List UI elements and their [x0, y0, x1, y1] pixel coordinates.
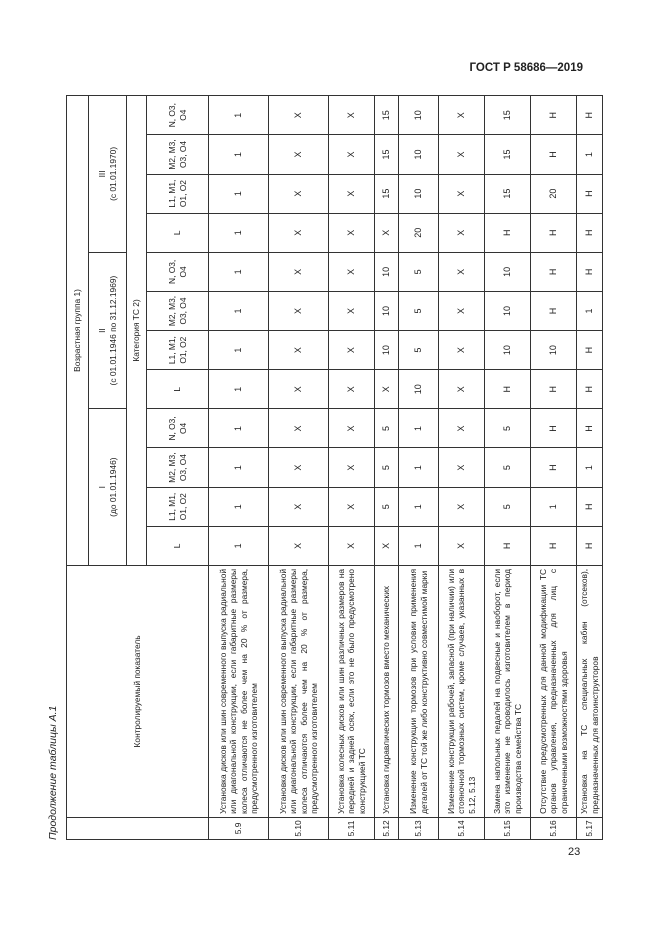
- category-cell: L1, M1, O1, O2: [147, 174, 209, 213]
- value-cell: 15: [375, 174, 399, 213]
- value-cell: X: [269, 252, 329, 291]
- value-cell: Н: [531, 370, 577, 409]
- value-cell: Н: [531, 252, 577, 291]
- value-cell: X: [269, 448, 329, 487]
- row-number: 5.16: [531, 817, 577, 839]
- value-cell: Н: [485, 526, 531, 565]
- value-cell: 15: [485, 174, 531, 213]
- value-cell: X: [269, 213, 329, 252]
- table-row: [439, 96, 485, 840]
- value-cell: X: [439, 409, 485, 448]
- value-cell: 10: [531, 331, 577, 370]
- value-cell: Н: [577, 213, 603, 252]
- row-description: Установка на ТС специальных кабин (отсеков), предназначенных для автоинструкторов: [577, 565, 603, 817]
- category-cell: L1, M1, O1, O2: [147, 331, 209, 370]
- row-number: 5.17: [577, 817, 603, 839]
- value-cell: 1: [399, 409, 439, 448]
- value-cell: 5: [485, 409, 531, 448]
- row-description: Установка дисков или шин современного выпуска радиальной или диагональной конструкции, если габаритные размеры колеса отличаются более чем на 20 % от размера, предусмотренного изготовителем: [269, 565, 329, 817]
- value-cell: 1: [209, 213, 269, 252]
- value-cell: 15: [375, 96, 399, 135]
- value-cell: 5: [375, 487, 399, 526]
- value-cell: 1: [209, 331, 269, 370]
- value-cell: 15: [485, 135, 531, 174]
- value-cell: Н: [577, 174, 603, 213]
- value-cell: X: [329, 291, 375, 330]
- value-cell: X: [269, 96, 329, 135]
- value-cell: Н: [577, 331, 603, 370]
- table-body: [209, 96, 603, 840]
- value-cell: 1: [531, 487, 577, 526]
- value-cell: 10: [485, 291, 531, 330]
- value-cell: 1: [399, 526, 439, 565]
- row-number: 5.12: [375, 817, 399, 839]
- value-cell: 10: [375, 252, 399, 291]
- group-name: I: [97, 485, 108, 489]
- value-cell: X: [439, 370, 485, 409]
- number-header: [67, 817, 209, 839]
- value-cell: X: [329, 448, 375, 487]
- value-cell: X: [269, 174, 329, 213]
- value-cell: 10: [485, 331, 531, 370]
- value-cell: Н: [531, 291, 577, 330]
- value-cell: 1: [399, 448, 439, 487]
- table-row: [577, 96, 603, 840]
- value-cell: X: [439, 331, 485, 370]
- value-cell: X: [329, 96, 375, 135]
- category-cell: N, O3, O4: [147, 96, 209, 135]
- value-cell: 5: [375, 409, 399, 448]
- value-cell: X: [269, 526, 329, 565]
- table-continuation-caption: Продолжение таблицы А.1: [47, 705, 59, 840]
- table-row: [485, 96, 531, 840]
- value-cell: 1: [209, 174, 269, 213]
- category-cell: N, O3, O4: [147, 409, 209, 448]
- group-header-1: [89, 409, 127, 566]
- value-cell: X: [439, 448, 485, 487]
- table-row: [399, 96, 439, 840]
- value-cell: Н: [485, 370, 531, 409]
- value-cell: 20: [399, 213, 439, 252]
- value-cell: 1: [209, 487, 269, 526]
- value-cell: 5: [485, 448, 531, 487]
- table-row: [375, 96, 399, 840]
- value-cell: 10: [399, 96, 439, 135]
- page-number: 23: [568, 846, 581, 858]
- value-cell: 10: [399, 174, 439, 213]
- value-cell: X: [269, 135, 329, 174]
- value-cell: 1: [399, 487, 439, 526]
- value-cell: X: [329, 331, 375, 370]
- value-cell: X: [439, 526, 485, 565]
- vehicle-category-header: Категория ТС 2): [127, 96, 147, 566]
- value-cell: X: [375, 370, 399, 409]
- row-number: 5.11: [329, 817, 375, 839]
- value-cell: 1: [577, 291, 603, 330]
- value-cell: X: [375, 526, 399, 565]
- row-description: Изменение конструкции тормозов при условии применения деталей от ТС той же либо конструктивно совместимой марки: [399, 565, 439, 817]
- value-cell: 1: [209, 252, 269, 291]
- category-cell: L: [147, 213, 209, 252]
- value-cell: Н: [531, 409, 577, 448]
- value-cell: X: [329, 526, 375, 565]
- value-cell: 1: [209, 135, 269, 174]
- value-cell: X: [329, 213, 375, 252]
- row-number: 5.10: [269, 817, 329, 839]
- value-cell: Н: [531, 448, 577, 487]
- value-cell: 10: [399, 370, 439, 409]
- value-cell: X: [439, 174, 485, 213]
- value-cell: X: [329, 135, 375, 174]
- value-cell: X: [269, 370, 329, 409]
- value-cell: 1: [577, 135, 603, 174]
- row-description: Установка гидравлических тормозов вместо механических: [375, 565, 399, 817]
- modification-table: [66, 95, 603, 840]
- group-period: (с 01.01.1946 по 31.12.1969): [107, 275, 118, 386]
- value-cell: 10: [375, 291, 399, 330]
- table-rotated-container: [66, 95, 600, 840]
- category-cell: L: [147, 526, 209, 565]
- value-cell: X: [329, 409, 375, 448]
- row-description: Установка дисков или шин современного выпуска радиальной или диагональной конструкции, если габаритные размеры колеса отличаются не более чем на 20 % от размера, предусмотренного изготовителем: [209, 565, 269, 817]
- category-cell: L1, M1, O1, O2: [147, 487, 209, 526]
- value-cell: 1: [209, 291, 269, 330]
- group-period: (с 01.01.1970): [107, 146, 118, 201]
- value-cell: X: [269, 291, 329, 330]
- value-cell: Н: [577, 409, 603, 448]
- category-cell: M2, M3, O3, O4: [147, 135, 209, 174]
- value-cell: 10: [375, 331, 399, 370]
- value-cell: X: [329, 370, 375, 409]
- group-name: III: [97, 170, 108, 178]
- value-cell: X: [375, 213, 399, 252]
- row-number: 5.14: [439, 817, 485, 839]
- value-cell: Н: [531, 213, 577, 252]
- age-group-header: Возрастная группа 1): [67, 96, 89, 566]
- group-header-3: [89, 96, 127, 253]
- value-cell: X: [439, 291, 485, 330]
- value-cell: Н: [577, 96, 603, 135]
- value-cell: Н: [577, 487, 603, 526]
- value-cell: Н: [577, 526, 603, 565]
- value-cell: X: [329, 487, 375, 526]
- value-cell: X: [439, 252, 485, 291]
- value-cell: Н: [531, 135, 577, 174]
- table-row: [329, 96, 375, 840]
- table-row: [531, 96, 577, 840]
- row-description: Установка колесных дисков или шин различных размеров на передней и задней осях, если это не было предусмотрено конструкцией ТС: [329, 565, 375, 817]
- table-row: [209, 96, 269, 840]
- value-cell: 10: [399, 135, 439, 174]
- value-cell: X: [329, 174, 375, 213]
- value-cell: 5: [399, 291, 439, 330]
- row-number: 5.15: [485, 817, 531, 839]
- value-cell: 1: [577, 448, 603, 487]
- value-cell: Н: [577, 252, 603, 291]
- category-cell: M2, M3, O3, O4: [147, 448, 209, 487]
- value-cell: Н: [577, 370, 603, 409]
- document-code: ГОСТ Р 58686—2019: [469, 62, 583, 74]
- value-cell: 1: [209, 448, 269, 487]
- group-period: (до 01.01.1946): [107, 457, 118, 517]
- row-description: Изменение конструкции рабочей, запасной (при наличии) или стояночной тормозных систем, кроме случаев, указанных в 5.12, 5.13: [439, 565, 485, 817]
- row-number: 5.13: [399, 817, 439, 839]
- row-description: Отсутствие предусмотренных для данной модификации ТС органов управления, предназначенных для лиц с ограниченными возможностями здоровья: [531, 565, 577, 817]
- value-cell: 1: [209, 409, 269, 448]
- value-cell: 1: [209, 526, 269, 565]
- value-cell: 5: [375, 448, 399, 487]
- value-cell: X: [269, 331, 329, 370]
- value-cell: X: [329, 252, 375, 291]
- value-cell: X: [439, 487, 485, 526]
- value-cell: Н: [531, 96, 577, 135]
- row-description: Замена напольных педалей на подвесные и наоборот, если это изменение не проводилось изготовителем в период производства семейства ТС: [485, 565, 531, 817]
- value-cell: 5: [399, 252, 439, 291]
- group-header-2: [89, 252, 127, 409]
- value-cell: 15: [375, 135, 399, 174]
- value-cell: 1: [209, 370, 269, 409]
- value-cell: Н: [531, 526, 577, 565]
- value-cell: 1: [209, 96, 269, 135]
- table-row: [269, 96, 329, 840]
- value-cell: Н: [485, 213, 531, 252]
- value-cell: 20: [531, 174, 577, 213]
- category-cell: M2, M3, O3, O4: [147, 291, 209, 330]
- value-cell: X: [269, 487, 329, 526]
- value-cell: 10: [485, 252, 531, 291]
- indicator-header: Контролируемый показатель: [67, 565, 209, 817]
- value-cell: 15: [485, 96, 531, 135]
- value-cell: X: [269, 409, 329, 448]
- value-cell: 5: [399, 331, 439, 370]
- category-cell: N, O3, O4: [147, 252, 209, 291]
- group-name: II: [97, 328, 108, 333]
- row-number: 5.9: [209, 817, 269, 839]
- value-cell: X: [439, 135, 485, 174]
- value-cell: 5: [485, 487, 531, 526]
- value-cell: X: [439, 96, 485, 135]
- category-cell: L: [147, 370, 209, 409]
- value-cell: X: [439, 213, 485, 252]
